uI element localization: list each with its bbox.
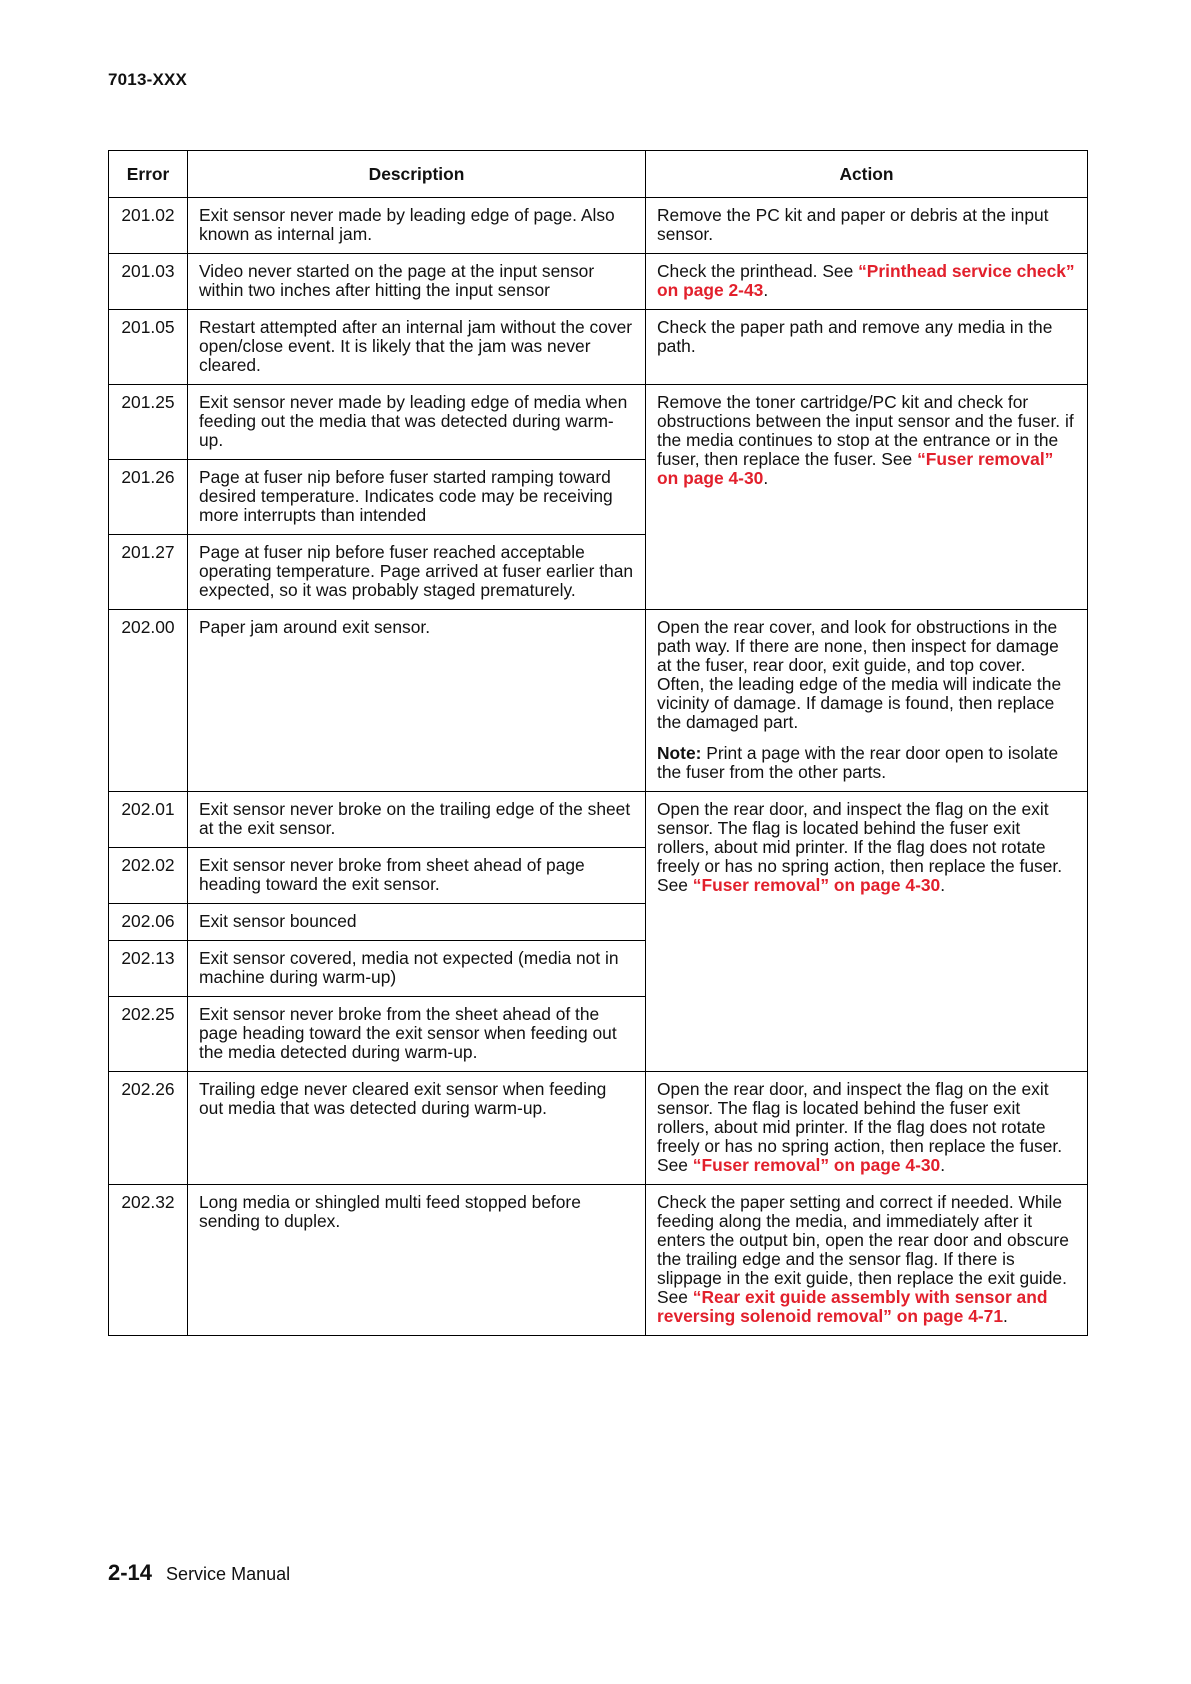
error-description: Exit sensor never made by leading edge of page. Also known as internal jam. — [188, 198, 646, 254]
action-text: Open the rear door, and inspect the flag on the exit sensor. The flag is located behind the fuser exit rollers, about mid printer. If the flag does not rotate freely or has no spring action, then replace the fuser. See — [657, 1079, 1063, 1175]
error-description: Page at fuser nip before fuser started ramping toward desired temperature. Indicates code may be receiving more interrupts than intended — [188, 460, 646, 535]
error-description: Exit sensor never broke on the trailing edge of the sheet at the exit sensor. — [188, 792, 646, 848]
table-row — [109, 1072, 1088, 1185]
error-description: Exit sensor bounced — [188, 904, 646, 941]
action-suffix: . — [763, 280, 769, 300]
error-action — [646, 310, 1088, 385]
error-code: 202.00 — [109, 610, 188, 792]
table-row — [109, 310, 1088, 385]
action-text: Remove the PC kit and paper or debris at the input sensor. — [657, 205, 1049, 244]
action-note — [657, 744, 1076, 782]
action-suffix: . — [1003, 1306, 1008, 1326]
action-text: Check the paper setting and correct if needed. While feeding along the media, and immediately after it enters the output bin, open the rear door and obscure the trailing edge and the sensor flag. If there is slippage in the exit guide, then replace the exit guide. See — [657, 1192, 1069, 1307]
error-code: 201.25 — [109, 385, 188, 460]
error-action — [646, 1072, 1088, 1185]
action-suffix: . — [940, 875, 946, 895]
model-header: 7013-XXX — [108, 70, 188, 89]
error-description: Exit sensor covered, media not expected (media not in machine during warm-up) — [188, 941, 646, 997]
action-suffix: . — [940, 1155, 946, 1175]
error-action — [646, 198, 1088, 254]
error-description: Exit sensor never broke from the sheet ahead of the page heading toward the exit sensor when feeding out the media detected during warm-up. — [188, 997, 646, 1072]
fuser-removal-link[interactable]: “Fuser removal” on page 4-30 — [692, 875, 941, 895]
fuser-removal-link[interactable]: “Fuser removal” on page 4-30 — [692, 1155, 941, 1175]
error-description: Restart attempted after an internal jam without the cover open/close event. It is likely that the jam was never cleared. — [188, 310, 646, 385]
error-code: 202.25 — [109, 997, 188, 1072]
error-action — [646, 254, 1088, 310]
action-text: Open the rear door, and inspect the flag on the exit sensor. The flag is located behind the fuser exit rollers, about mid printer. If the flag does not rotate freely or has no spring action, then replace the fuser. See — [657, 799, 1063, 895]
action-text: Remove the toner cartridge/PC kit and check for obstructions between the input sensor and the fuser. if the media continues to stop at the entrance or in the fuser, then replace the fuser. See — [657, 392, 1074, 469]
error-code-table — [108, 150, 1088, 1336]
error-code: 201.27 — [109, 535, 188, 610]
error-code: 201.05 — [109, 310, 188, 385]
error-code: 202.01 — [109, 792, 188, 848]
table-row — [109, 254, 1088, 310]
error-code: 201.26 — [109, 460, 188, 535]
error-description: Long media or shingled multi feed stopped before sending to duplex. — [188, 1185, 646, 1336]
error-action — [646, 385, 1088, 610]
error-code: 202.13 — [109, 941, 188, 997]
printhead-service-check-link[interactable]: “Printhead service check” on page 2-43 — [657, 261, 1075, 300]
table-header-row — [109, 151, 1088, 198]
fuser-removal-link[interactable]: “Fuser removal” on page 4-30 — [657, 449, 1054, 488]
note-text: Print a page with the rear door open to isolate the fuser from the other parts. — [657, 743, 1059, 782]
table-row — [109, 610, 1088, 792]
page-footer — [108, 1560, 290, 1586]
error-code: 201.03 — [109, 254, 188, 310]
error-description: Page at fuser nip before fuser reached acceptable operating temperature. Page arrived at fuser earlier than expected, so it was probably staged prematurely. — [188, 535, 646, 610]
error-code: 202.02 — [109, 848, 188, 904]
action-text: Open the rear cover, and look for obstructions in the path way. If there are none, then inspect for damage at the fuser, rear door, exit guide, and top cover. Often, the leading edge of the media will indicate the vicinity of damage. If damage is found, then replace the damaged part. — [657, 617, 1062, 732]
note-label: Note: — [657, 743, 702, 763]
table-row — [109, 792, 1088, 848]
action-suffix: . — [763, 468, 769, 488]
error-action — [646, 792, 1088, 1072]
error-description: Paper jam around exit sensor. — [188, 610, 646, 792]
table-row — [109, 385, 1088, 460]
error-description: Trailing edge never cleared exit sensor when feeding out media that was detected during warm-up. — [188, 1072, 646, 1185]
error-code: 202.26 — [109, 1072, 188, 1185]
error-code: 202.32 — [109, 1185, 188, 1336]
column-header-error: Error — [109, 151, 188, 198]
error-description: Exit sensor never made by leading edge of media when feeding out the media that was detected during warm-up. — [188, 385, 646, 460]
action-text: Check the paper path and remove any media in the path. — [657, 317, 1053, 356]
error-code: 201.02 — [109, 198, 188, 254]
rear-exit-guide-removal-link[interactable]: “Rear exit guide assembly with sensor and reversing solenoid removal” on page 4-71 — [657, 1287, 1048, 1326]
column-header-description: Description — [188, 151, 646, 198]
manual-title: Service Manual — [166, 1564, 291, 1584]
page-number: 2-14 — [108, 1560, 153, 1585]
table-row — [109, 198, 1088, 254]
error-action — [646, 1185, 1088, 1336]
error-description: Video never started on the page at the input sensor within two inches after hitting the input sensor — [188, 254, 646, 310]
column-header-action: Action — [646, 151, 1088, 198]
error-description: Exit sensor never broke from sheet ahead of page heading toward the exit sensor. — [188, 848, 646, 904]
table-row — [109, 1185, 1088, 1336]
action-text: Check the printhead. See — [657, 261, 859, 281]
error-code: 202.06 — [109, 904, 188, 941]
error-action — [646, 610, 1088, 792]
